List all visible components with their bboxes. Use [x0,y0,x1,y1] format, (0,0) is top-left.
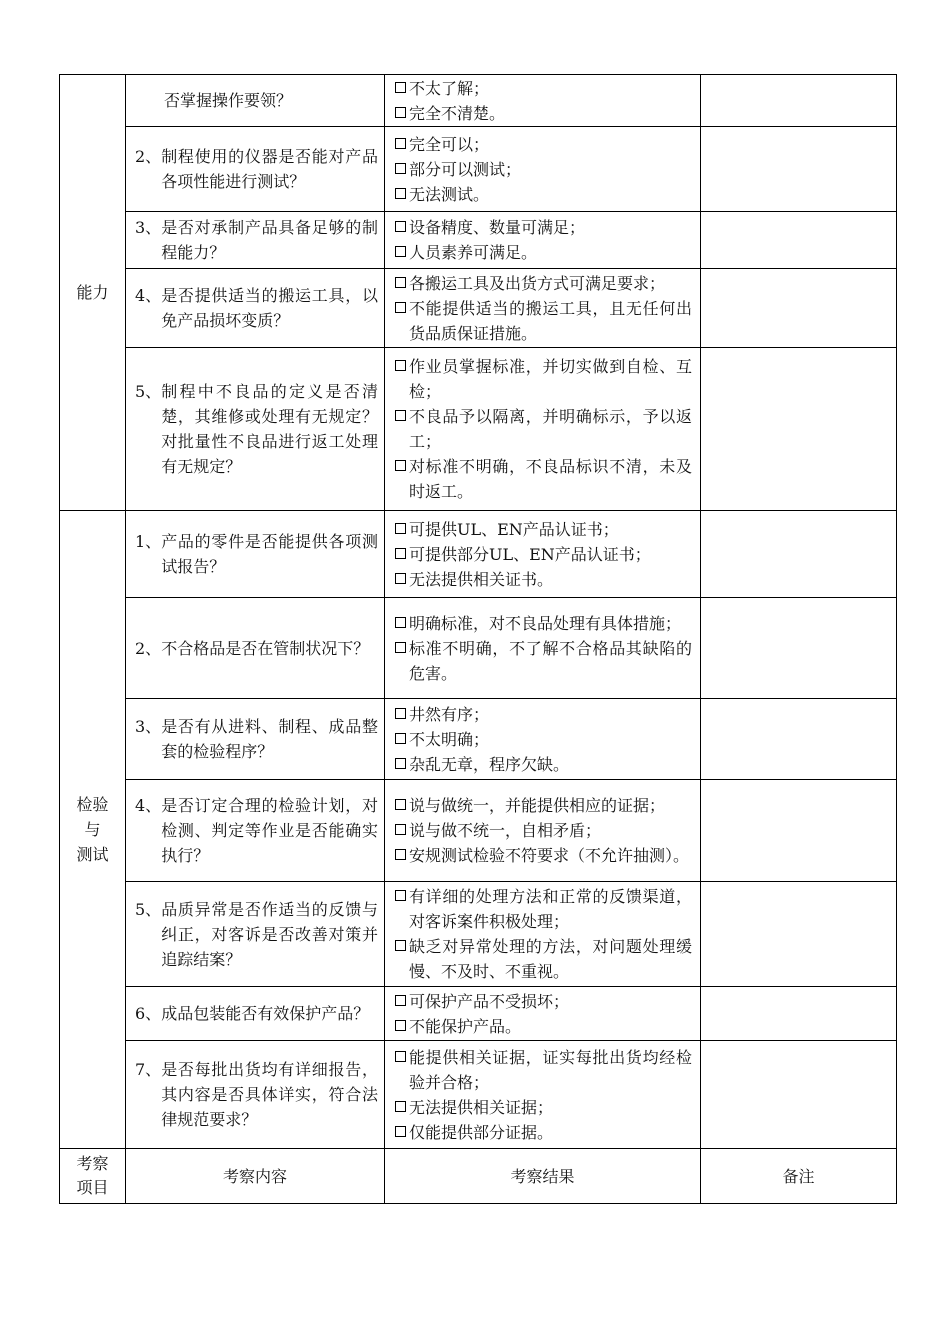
header-row [60,1149,897,1204]
question-text: 是否对承制产品具备足够的制程能力？ [161,218,378,262]
checkbox[interactable] [395,1051,406,1062]
inspection-form-table [59,74,897,1204]
result-option [395,404,692,454]
question-text: 是否每批出货均有详细报告，其内容是否具体详实，符合法律规范要求？ [161,1060,378,1129]
question-cell [126,987,385,1041]
question [126,1001,384,1026]
checkbox[interactable] [395,890,406,901]
option-label: 设备精度、数量可满足； [409,218,586,237]
checkbox[interactable] [395,1101,406,1112]
remark-cell[interactable] [701,75,897,127]
result-option [395,76,692,101]
option-label: 说与做不统一，自相矛盾； [409,821,602,840]
result-options-cell [385,511,701,598]
option-label: 能提供相关证据，证实每批出货均经检验并合格； [409,1047,692,1092]
checkbox[interactable] [395,799,406,810]
question-number: 3、 [135,218,162,237]
result-option [395,818,692,843]
result-option [395,702,692,727]
result-option [395,752,692,777]
option-label: 人员素养可满足。 [409,243,538,262]
checkbox[interactable] [395,410,406,421]
checkbox[interactable] [395,573,406,584]
result-option [395,1014,692,1039]
checkbox[interactable] [395,277,406,288]
result-option [395,182,692,207]
question-number: 5、 [135,899,162,919]
question-cell [126,882,385,987]
question [126,88,384,113]
question-row [60,780,897,882]
question-number: 2、 [135,638,162,658]
header-remark-cell: 备注 [701,1149,897,1204]
checkbox[interactable] [395,1126,406,1137]
question-row [60,1041,897,1149]
question-row [60,598,897,699]
question-row [60,882,897,987]
checkbox[interactable] [395,460,406,471]
question-cell [126,699,385,780]
option-label: 无法提供相关证据； [409,1097,554,1117]
category-label: 与 [84,820,101,839]
option-label: 对标准不明确，不良品标识不清，未及时返工。 [409,457,692,501]
question-text: 不合格品是否在管制状况下？ [161,638,370,658]
checkbox[interactable] [395,107,406,118]
result-options-cell [385,598,701,699]
question-text: 成品包装能否有效保护产品？ [161,1004,370,1023]
option-label: 安规测试检验不符要求（不允许抽测）。 [409,846,690,865]
remark-cell[interactable] [701,511,897,598]
question [126,283,384,333]
question-number: 6、 [135,1004,162,1023]
option-label: 井然有序； [409,704,490,724]
checkbox[interactable] [395,138,406,149]
result-option [395,517,692,542]
header-content-cell: 考察内容 [126,1149,385,1204]
question-text: 产品的零件是否能提供各项测试报告？ [161,532,378,576]
option-label: 各搬运工具及出货方式可满足要求； [409,273,666,293]
option-label: 可提供UL、EN产品认证书； [409,519,619,539]
checkbox[interactable] [395,246,406,257]
checkbox[interactable] [395,163,406,174]
question-cell [126,127,385,212]
result-options-cell [385,1041,701,1149]
option-label: 明确标准，对不良品处理有具体措施； [409,613,682,633]
option-label: 可保护产品不受损坏； [409,991,570,1011]
question-text: 品质异常是否作适当的反馈与纠正，对客诉是否改善对策并追踪结案？ [161,899,378,969]
result-options-cell [385,75,701,127]
result-option [395,934,692,984]
checkbox[interactable] [395,824,406,835]
question-text: 制程中不良品的定义是否清楚，其维修或处理有无规定？对批量性不良品进行返工处理有无规定？ [161,382,378,476]
question-number: 3、 [135,717,162,736]
result-options-cell [385,127,701,212]
category-cell [60,511,126,1149]
option-label: 不良品予以隔离，并明确标示，予以返工； [409,407,692,451]
result-options-cell [385,269,701,348]
category-cell [60,75,126,511]
checkbox[interactable] [395,548,406,559]
result-option [395,157,692,182]
option-label: 有详细的处理方法和正常的反馈渠道，对客诉案件积极处理； [409,887,692,931]
checkbox[interactable] [395,82,406,93]
question-number: 7、 [135,1060,162,1079]
question-cell [126,269,385,348]
question-row [60,348,897,511]
question-text: 制程使用的仪器是否能对产品各项性能进行测试？ [161,147,378,191]
option-label: 杂乱无章，程序欠缺。 [409,754,570,774]
remark-cell[interactable] [701,699,897,780]
question-number: 4、 [135,286,162,305]
result-option [395,354,692,404]
remark-cell[interactable] [701,780,897,882]
option-label: 完全不清楚。 [409,103,506,123]
result-options-cell [385,699,701,780]
form-body [60,75,897,1204]
question-row [60,987,897,1041]
result-option [395,793,692,818]
option-label: 无法提供相关证书。 [409,569,554,589]
checkbox[interactable] [395,221,406,232]
option-label: 作业员掌握标准，并切实做到自检、互检； [409,357,692,401]
result-options-cell [385,348,701,511]
result-option [395,636,692,686]
checkbox[interactable] [395,360,406,371]
category-label: 检验 [76,795,109,814]
result-option [395,271,692,296]
question [126,1057,384,1132]
result-options-cell [385,987,701,1041]
checkbox[interactable] [395,188,406,199]
question-row [60,127,897,212]
header-item-cell [60,1149,126,1204]
question-row [60,212,897,269]
result-options-cell [385,780,701,882]
result-option [395,567,692,592]
question-text: 否掌握操作要领？ [164,91,293,110]
remark-cell[interactable] [701,212,897,269]
question [126,379,384,479]
checkbox[interactable] [395,642,406,653]
result-option [395,240,692,265]
option-label: 不能保护产品。 [409,1016,522,1036]
question [126,897,384,972]
result-option [395,1045,692,1095]
question [126,714,384,764]
question [126,144,384,194]
result-option [395,884,692,934]
result-option [395,542,692,567]
header-item-line: 项目 [76,1178,109,1197]
option-label: 说与做统一，并能提供相应的证据； [409,796,666,815]
question-number: 1、 [135,532,162,551]
question [126,636,384,661]
question [126,529,384,579]
option-label: 可提供部分UL、EN产品认证书； [409,544,651,564]
question-row [60,699,897,780]
question-text: 是否有从进料、制程、成品整套的检验程序？ [161,717,378,761]
category-label: 能力 [76,283,109,302]
question-row [60,511,897,598]
checkbox[interactable] [395,302,406,313]
remark-cell[interactable] [701,987,897,1041]
question-cell [126,348,385,511]
question-number: 5、 [135,382,162,401]
option-label: 缺乏对异常处理的方法，对问题处理缓慢、不及时、不重视。 [409,937,692,981]
checkbox[interactable] [395,733,406,744]
question-cell [126,1041,385,1149]
remark-cell[interactable] [701,127,897,212]
remark-cell[interactable] [701,882,897,987]
result-options-cell [385,882,701,987]
checkbox[interactable] [395,1020,406,1031]
option-label: 不太了解； [409,78,490,98]
result-option [395,1095,692,1120]
checkbox[interactable] [395,523,406,534]
question-cell [126,212,385,269]
result-option [395,727,692,752]
option-label: 不太明确； [409,729,490,749]
checkbox[interactable] [395,758,406,769]
checkbox[interactable] [395,940,406,951]
question-text: 是否订定合理的检验计划，对检测、判定等作业是否能确实执行？ [161,796,378,865]
question-number: 4、 [135,796,162,815]
question-cell [126,780,385,882]
result-option [395,132,692,157]
result-option [395,296,692,346]
header-item-line: 考察 [76,1154,109,1173]
header-result-cell: 考察结果 [385,1149,701,1204]
remark-cell[interactable] [701,1041,897,1149]
result-option [395,1120,692,1145]
remark-cell[interactable] [701,598,897,699]
result-option [395,989,692,1014]
option-label: 部分可以测试； [409,159,522,179]
result-option [395,843,692,868]
remark-cell[interactable] [701,269,897,348]
question [126,793,384,868]
question-number: 2、 [135,147,162,166]
question [126,215,384,265]
question-row [60,269,897,348]
result-option [395,611,692,636]
checkbox[interactable] [395,708,406,719]
checkbox[interactable] [395,617,406,628]
question-row [60,75,897,127]
option-label: 不能提供适当的搬运工具，且无任何出货品质保证措施。 [409,298,692,343]
option-label: 完全可以； [409,134,490,154]
option-label: 标准不明确，不了解不合格品其缺陷的危害。 [409,638,692,683]
question-text: 是否提供适当的搬运工具，以免产品损坏变质？ [161,286,378,330]
question-cell [126,598,385,699]
result-option [395,215,692,240]
question-cell [126,75,385,127]
result-options-cell [385,212,701,269]
checkbox[interactable] [395,995,406,1006]
remark-cell[interactable] [701,348,897,511]
checkbox[interactable] [395,849,406,860]
result-option [395,101,692,126]
option-label: 无法测试。 [409,184,490,204]
result-option [395,454,692,504]
option-label: 仅能提供部分证据。 [409,1122,554,1142]
category-label: 测试 [76,845,109,864]
question-cell [126,511,385,598]
